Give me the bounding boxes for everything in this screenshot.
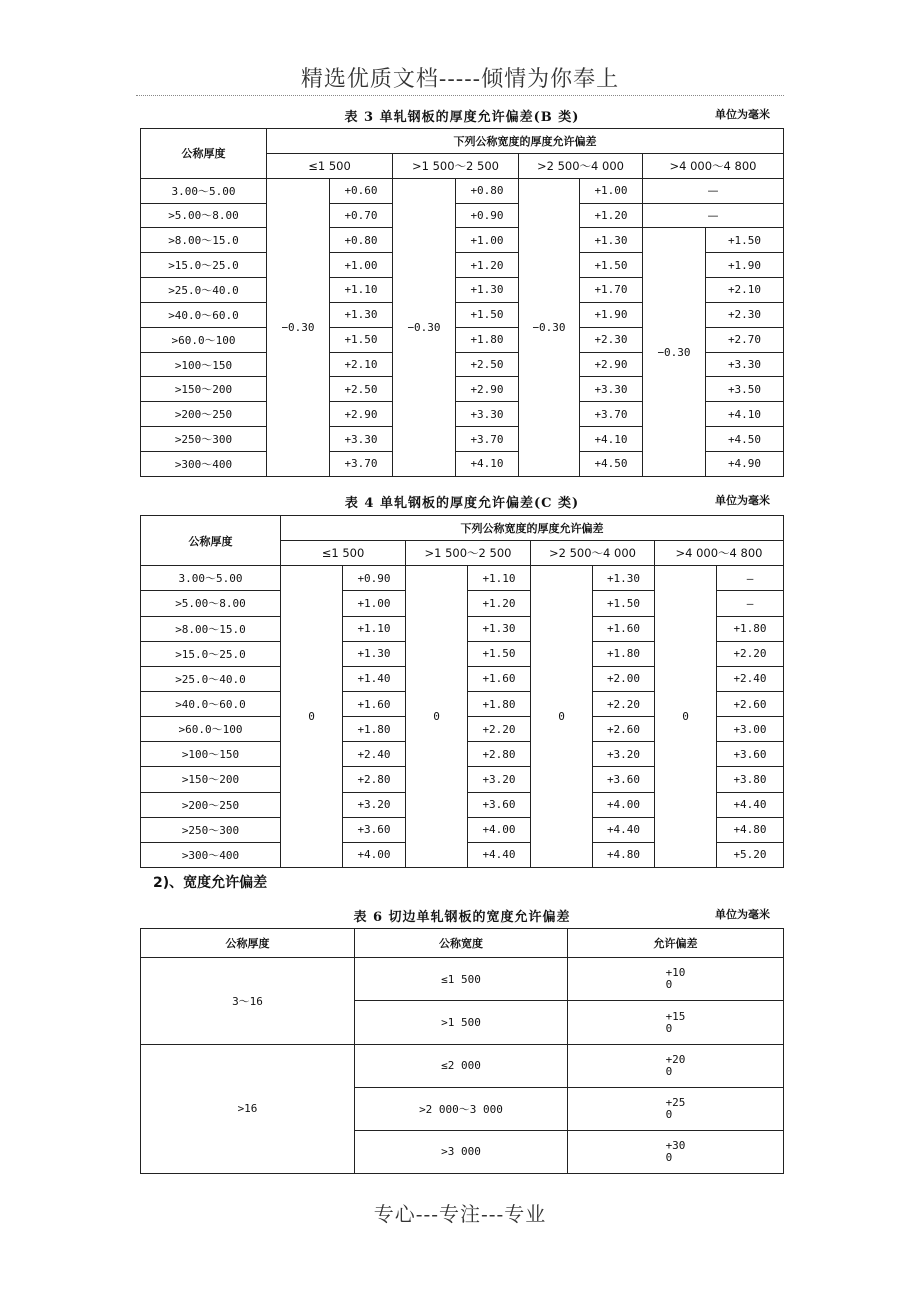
lower-tolerance-cell: −0.30 [393,178,456,476]
upper-tolerance-cell: +4.00 [468,817,531,842]
not-applicable-cell: — [643,203,784,228]
tolerance-stack [666,967,686,991]
thickness-cell: >200～250 [141,402,267,427]
table-row [141,203,784,228]
upper-tolerance-cell: +1.50 [706,228,784,253]
upper-tolerance-cell: — [717,566,784,591]
upper-tolerance-cell: +2.40 [343,742,406,767]
upper-tolerance-cell: +3.70 [580,402,643,427]
header-row [141,129,784,154]
table-row [141,228,784,253]
tolerance-stack [666,1140,686,1164]
upper-tolerance: +10 [665,966,686,980]
upper-tolerance-cell: +1.10 [330,278,393,303]
lower-tolerance: 0 [665,1150,673,1164]
upper-tolerance-cell: +0.70 [330,203,393,228]
tolerance-cell [568,1044,784,1087]
table-row [141,566,784,591]
thickness-cell: 3～16 [141,958,355,1044]
tolerance-cell [568,1087,784,1130]
upper-tolerance-cell: +0.80 [330,228,393,253]
thickness-cell: >8.00～15.0 [141,616,281,641]
upper-tolerance-cell: +1.90 [706,253,784,278]
thickness-cell: >5.00～8.00 [141,591,281,616]
upper-tolerance-cell: +1.00 [343,591,406,616]
upper-tolerance: +30 [665,1138,686,1152]
upper-tolerance-cell: +1.60 [343,691,406,716]
upper-tolerance-cell: +1.80 [717,616,784,641]
upper-tolerance-cell: +4.00 [593,792,655,817]
tolerance-stack [666,1011,686,1035]
upper-tolerance-cell: +3.20 [593,742,655,767]
thickness-cell: >150～200 [141,377,267,402]
thickness-cell: >100～150 [141,352,267,377]
upper-tolerance-cell: +2.90 [580,352,643,377]
upper-tolerance-cell: +3.20 [343,792,406,817]
upper-tolerance-cell: +1.30 [343,641,406,666]
lower-tolerance-cell: −0.30 [519,178,580,476]
thickness-cell: >8.00～15.0 [141,228,267,253]
upper-tolerance-cell: +4.40 [468,842,531,867]
table3-caption-row [140,106,784,128]
width-cell: >3 000 [355,1130,568,1173]
tolerance-cell [568,1001,784,1044]
upper-tolerance-cell: +3.60 [468,792,531,817]
header-thickness: 公称厚度 [141,516,281,566]
upper-tolerance-cell: +2.60 [717,691,784,716]
upper-tolerance-cell: +1.60 [468,666,531,691]
thickness-cell: >100～150 [141,742,281,767]
thickness-cell: >150～200 [141,767,281,792]
upper-tolerance-cell: +1.30 [456,278,519,303]
thickness-cell: >60.0～100 [141,327,267,352]
upper-tolerance-cell: +1.50 [330,327,393,352]
width-header: >2 500～4 000 [531,541,655,566]
thickness-cell: >40.0～60.0 [141,691,281,716]
table3-unit: 单位为毫米 [715,108,770,121]
upper-tolerance-cell: +3.60 [343,817,406,842]
header-divider [136,95,784,96]
table6-caption: 表 6 切边单轧钢板的宽度允许偏差 [353,910,571,925]
width-cell: ≤2 000 [355,1044,568,1087]
thickness-cell: >40.0～60.0 [141,302,267,327]
table-row [141,1044,784,1087]
thickness-cell: >25.0～40.0 [141,278,267,303]
upper-tolerance-cell: +4.90 [706,451,784,476]
upper-tolerance-cell: +2.90 [456,377,519,402]
page-header-title: 精选优质文档-----倾情为你奉上 [300,67,620,92]
column-header: 允许偏差 [568,929,784,958]
thickness-cell: >200～250 [141,792,281,817]
upper-tolerance-cell: +2.20 [717,641,784,666]
lower-tolerance-cell: −0.30 [267,178,330,476]
width-cell: ≤1 500 [355,958,568,1001]
tolerance-stack [666,1097,686,1121]
upper-tolerance: +20 [665,1052,686,1066]
table-row [141,958,784,1001]
thickness-cell: >15.0～25.0 [141,253,267,278]
thickness-cell: >16 [141,1044,355,1173]
upper-tolerance-cell: +5.20 [717,842,784,867]
width-header: >1 500～2 500 [393,153,519,178]
upper-tolerance-cell: +1.30 [593,566,655,591]
upper-tolerance-cell: +2.60 [593,717,655,742]
upper-tolerance-cell: +2.30 [706,302,784,327]
tolerance-cell [568,1130,784,1173]
table4-unit: 单位为毫米 [715,494,770,507]
width-cell: >2 000～3 000 [355,1087,568,1130]
table4-caption: 表 4 单轧钢板的厚度允许偏差(C 类) [344,496,580,511]
header-width-group: 下列公称宽度的厚度允许偏差 [267,129,784,154]
width-cell: >1 500 [355,1001,568,1044]
upper-tolerance-cell: +1.70 [580,278,643,303]
upper-tolerance-cell: +3.30 [330,427,393,452]
upper-tolerance-cell: +1.30 [468,616,531,641]
upper-tolerance-cell: +2.50 [456,352,519,377]
upper-tolerance-cell: +1.10 [468,566,531,591]
upper-tolerance-cell: +1.80 [343,717,406,742]
upper-tolerance-cell: +3.30 [456,402,519,427]
upper-tolerance-cell: +3.50 [706,377,784,402]
upper-tolerance-cell: +1.50 [456,302,519,327]
header-thickness: 公称厚度 [141,129,267,179]
lower-tolerance: 0 [665,1021,673,1035]
upper-tolerance-cell: +1.30 [580,228,643,253]
lower-tolerance-cell: 0 [406,566,468,868]
lower-tolerance-cell: 0 [281,566,343,868]
upper-tolerance-cell: +2.20 [593,691,655,716]
thickness-cell: >5.00～8.00 [141,203,267,228]
upper-tolerance: +15 [665,1009,686,1023]
upper-tolerance-cell: +4.10 [706,402,784,427]
upper-tolerance-cell: +4.10 [456,451,519,476]
upper-tolerance-cell: +3.20 [468,767,531,792]
width-header: >2 500～4 000 [519,153,643,178]
column-header: 公称厚度 [141,929,355,958]
upper-tolerance-cell: +3.60 [593,767,655,792]
header-row [141,929,784,958]
upper-tolerance-cell: +3.00 [717,717,784,742]
upper-tolerance-cell: +2.20 [468,717,531,742]
section-heading-width-tolerance: 2)、宽度允许偏差 [153,875,268,891]
lower-tolerance-cell: 0 [531,566,593,868]
thickness-cell: >250～300 [141,817,281,842]
page-footer: 专心---专注---专业 [373,1202,547,1226]
not-applicable-cell: — [643,178,784,203]
table4-caption-row [140,492,784,514]
width-header: >1 500～2 500 [406,541,531,566]
table6 [140,928,784,1174]
lower-tolerance-cell: 0 [655,566,717,868]
width-header: >4 000～4 800 [655,541,784,566]
upper-tolerance-cell: +1.30 [330,302,393,327]
upper-tolerance-cell: +0.90 [343,566,406,591]
width-header: ≤1 500 [281,541,406,566]
header-row [141,516,784,541]
upper-tolerance-cell: — [717,591,784,616]
upper-tolerance-cell: +2.70 [706,327,784,352]
upper-tolerance-cell: +3.80 [717,767,784,792]
upper-tolerance-cell: +2.90 [330,402,393,427]
upper-tolerance-cell: +4.40 [593,817,655,842]
width-header: >4 000～4 800 [643,153,784,178]
upper-tolerance-cell: +1.90 [580,302,643,327]
upper-tolerance-cell: +2.80 [468,742,531,767]
upper-tolerance-cell: +3.70 [330,451,393,476]
table6-caption-row [140,906,784,928]
column-header: 公称宽度 [355,929,568,958]
upper-tolerance-cell: +4.80 [717,817,784,842]
upper-tolerance-cell: +4.50 [706,427,784,452]
upper-tolerance-cell: +1.50 [580,253,643,278]
upper-tolerance-cell: +1.00 [580,178,643,203]
upper-tolerance-cell: +1.10 [343,616,406,641]
upper-tolerance-cell: +3.30 [580,377,643,402]
upper-tolerance-cell: +1.00 [330,253,393,278]
upper-tolerance-cell: +2.30 [580,327,643,352]
upper-tolerance-cell: +1.60 [593,616,655,641]
thickness-cell: >60.0～100 [141,717,281,742]
thickness-cell: 3.00～5.00 [141,566,281,591]
upper-tolerance-cell: +2.50 [330,377,393,402]
thickness-cell: >300～400 [141,842,281,867]
upper-tolerance-cell: +2.40 [717,666,784,691]
upper-tolerance-cell: +3.30 [706,352,784,377]
header-width-group: 下列公称宽度的厚度允许偏差 [281,516,784,541]
upper-tolerance-cell: +1.40 [343,666,406,691]
thickness-cell: >25.0～40.0 [141,666,281,691]
upper-tolerance-cell: +4.00 [343,842,406,867]
upper-tolerance-cell: +1.00 [456,228,519,253]
upper-tolerance-cell: +1.20 [456,253,519,278]
upper-tolerance-cell: +4.50 [580,451,643,476]
upper-tolerance-cell: +3.60 [717,742,784,767]
upper-tolerance: +25 [665,1095,686,1109]
upper-tolerance-cell: +2.80 [343,767,406,792]
upper-tolerance-cell: +1.50 [593,591,655,616]
upper-tolerance-cell: +3.70 [456,427,519,452]
upper-tolerance-cell: +0.90 [456,203,519,228]
width-header: ≤1 500 [267,153,393,178]
upper-tolerance-cell: +1.20 [580,203,643,228]
lower-tolerance: 0 [665,1107,673,1121]
upper-tolerance-cell: +4.10 [580,427,643,452]
thickness-cell: 3.00～5.00 [141,178,267,203]
upper-tolerance-cell: +2.10 [330,352,393,377]
upper-tolerance-cell: +1.20 [468,591,531,616]
upper-tolerance-cell: +4.40 [717,792,784,817]
upper-tolerance-cell: +1.50 [468,641,531,666]
table6-unit: 单位为毫米 [715,908,770,921]
lower-tolerance: 0 [665,978,673,992]
upper-tolerance-cell: +0.60 [330,178,393,203]
table3-caption: 表 3 单轧钢板的厚度允许偏差(B 类) [344,110,580,125]
lower-tolerance-cell: −0.30 [643,228,706,477]
thickness-cell: >250～300 [141,427,267,452]
upper-tolerance-cell: +1.80 [593,641,655,666]
upper-tolerance-cell: +2.10 [706,278,784,303]
table3 [140,128,784,477]
tolerance-cell [568,958,784,1001]
upper-tolerance-cell: +2.00 [593,666,655,691]
thickness-cell: >15.0～25.0 [141,641,281,666]
upper-tolerance-cell: +1.80 [468,691,531,716]
table-row [141,178,784,203]
lower-tolerance: 0 [665,1064,673,1078]
tolerance-stack [666,1054,686,1078]
upper-tolerance-cell: +1.80 [456,327,519,352]
upper-tolerance-cell: +4.80 [593,842,655,867]
table4 [140,515,784,868]
thickness-cell: >300～400 [141,451,267,476]
upper-tolerance-cell: +0.80 [456,178,519,203]
